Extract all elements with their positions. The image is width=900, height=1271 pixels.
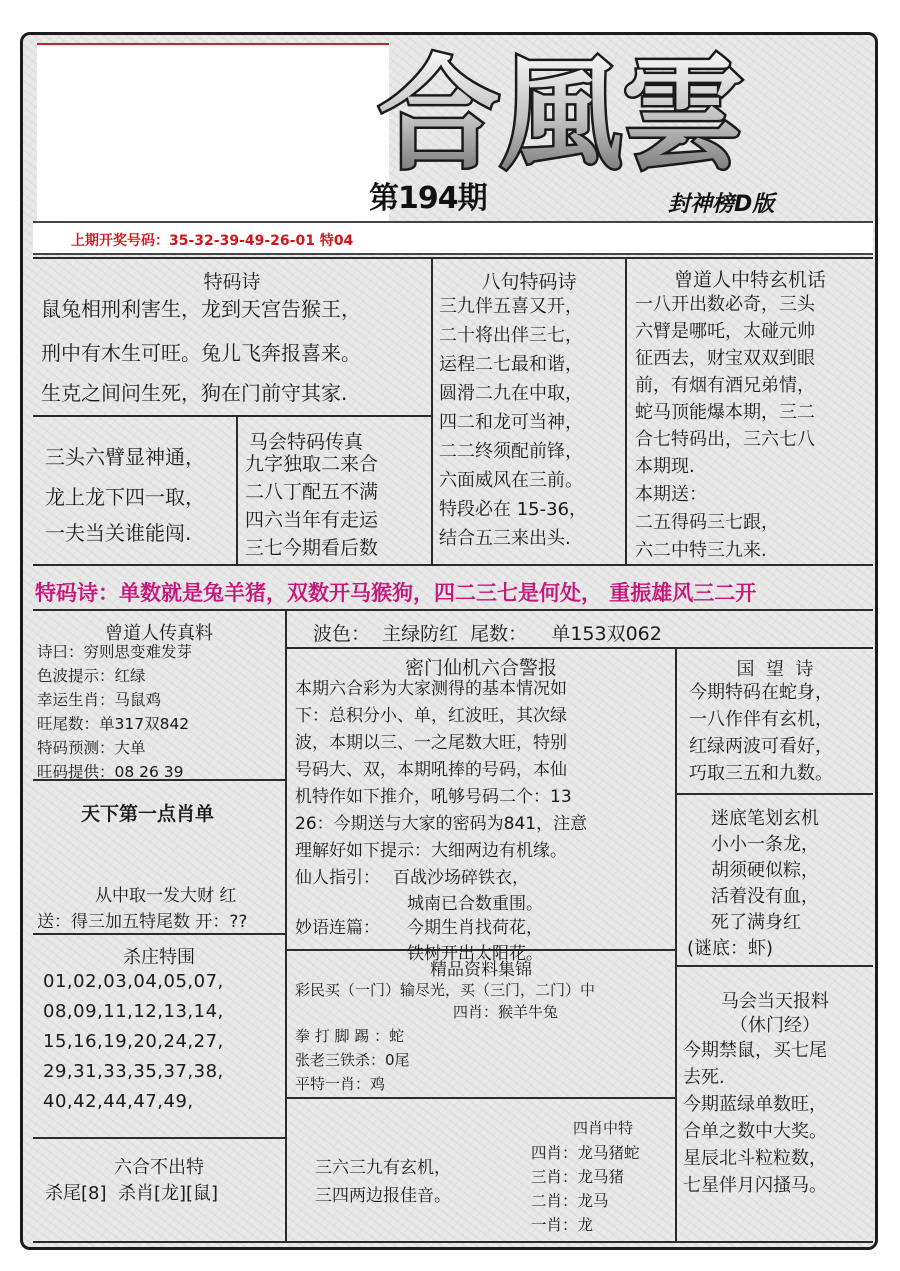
- poem3-line: 征西去，财宝双双到眼: [635, 348, 815, 369]
- mahui-line: 七星伴月闪搔马。: [683, 1175, 827, 1196]
- miaoyu-label: 妙语连篇：: [295, 918, 380, 938]
- riddle-line: 活着没有血，: [711, 886, 819, 907]
- sixiao-line: 一肖：龙: [531, 1216, 594, 1234]
- miaoyu-line: 今期生肖找荷花，: [407, 918, 543, 938]
- poem3-line: 一八开出数必奇，三头: [635, 294, 815, 315]
- mimen-line: 26：今期送与大家的密码为841，注意: [295, 814, 588, 834]
- mimen-line: 号码大、双，本期吼捧的号码，本仙: [295, 760, 567, 780]
- divider-line: [33, 933, 285, 935]
- mahui-line: 去死.: [683, 1067, 725, 1088]
- divider-line: [33, 257, 873, 259]
- shazhuang-line: 40,42,44,47,49,: [43, 1091, 194, 1112]
- poem1-title: 特码诗: [203, 271, 261, 293]
- divider-line: [33, 1241, 873, 1243]
- poem5-line: 四六当年有走运: [245, 509, 379, 531]
- poem1-line: 鼠兔相刑利害生，龙到天宫告猴王，: [41, 297, 361, 321]
- jingpin-line: 彩民买（一门）输尽光，买（三门，二门）中: [295, 981, 596, 999]
- riddle-answer: (谜底：虾): [687, 938, 774, 959]
- liuhe-title: 六合不出特: [114, 1157, 204, 1178]
- mimen-line: 本期六合彩为大家测得的基本情况如: [295, 679, 567, 699]
- poem5-line: 三七今期看后数: [245, 537, 379, 559]
- zeng-title: 曾道人传真料: [105, 623, 213, 644]
- guowang-line: 巧取三五和九数。: [689, 763, 833, 784]
- poem2-title: 八句特码诗: [481, 271, 577, 293]
- divider-line: [431, 257, 433, 564]
- divider-line: [677, 793, 873, 795]
- zeng-line: 色波提示：红绿: [37, 667, 146, 685]
- divider-line: [236, 415, 238, 564]
- poem2-line: 结合五三来出头.: [439, 528, 571, 549]
- sixiao-line: 四肖：龙马猪蛇: [531, 1144, 640, 1162]
- sixiao-title: 四肖中特: [573, 1119, 634, 1137]
- riddle-line: 死了满身红: [711, 912, 801, 933]
- edition-label: 封神榜D版: [668, 192, 775, 217]
- poem3-line: 本期送：: [635, 484, 707, 505]
- poem3-line: 前，有烟有酒兄弟情，: [635, 375, 815, 396]
- divider-line: [677, 965, 873, 967]
- poem5-title: 马会特码传真: [249, 431, 364, 453]
- tianxia-line: 从中取一发大财 红: [95, 886, 237, 906]
- xianren-line: 百战沙场碎铁衣，: [393, 868, 529, 888]
- xianren-line: 城南已合数重围。: [407, 894, 543, 914]
- mimen-line: 下：总积分小、单，红波旺，其次绿: [295, 706, 567, 726]
- zeng-line: 幸运生肖：马鼠鸡: [37, 691, 162, 709]
- poem4-line: 三头六臂显神通，: [45, 445, 205, 469]
- poem3-line: 蛇马顶能爆本期，三二: [635, 402, 815, 423]
- divider-line: [33, 415, 431, 417]
- poem2-line: 圆滑二九在中取，: [439, 383, 583, 404]
- mahui-line: 今期蓝绿单数旺，: [683, 1094, 827, 1115]
- mahui-line: 今期禁鼠，买七尾: [683, 1040, 827, 1061]
- poem2-line: 四二和龙可当神，: [439, 412, 583, 433]
- logo-text: 合風雲: [378, 42, 744, 186]
- newspaper-sheet: [20, 32, 878, 1250]
- shazhuang-line: 29,31,33,35,37,38,: [43, 1061, 224, 1082]
- masked-header-area: [37, 43, 389, 163]
- guowang-line: 一八作伴有玄机，: [689, 709, 833, 730]
- poem2-line: 六面威风在三前。: [439, 470, 583, 491]
- poem2-line: 运程二七最和谐，: [439, 354, 583, 375]
- logo: [368, 37, 788, 187]
- miaoyu-line: 铁树开出太阳花。: [407, 944, 543, 964]
- poem3-title: 曾道人中特玄机话: [673, 269, 826, 291]
- mahui-line: 星辰北斗粒粒数，: [683, 1148, 827, 1169]
- issue-number: 第194期: [369, 181, 487, 216]
- mimen-title: 密门仙机六合警报: [404, 657, 557, 679]
- divider-line: [287, 1097, 675, 1099]
- poem4-line: 龙上龙下四一取，: [45, 485, 205, 509]
- riddle-line: 胡须硬似粽，: [711, 860, 819, 881]
- zeng-line: 旺码提供：08 26 39: [37, 763, 184, 781]
- riddle-line: 小小一条龙，: [711, 834, 819, 855]
- jingpin-line: 平特一肖：鸡: [295, 1075, 386, 1093]
- xianren-label: 仙人指引：: [295, 868, 380, 888]
- poem3-line: 二五得码三七跟，: [635, 512, 779, 533]
- liuhe-line: 杀尾[8] 杀肖[龙][鼠]: [45, 1183, 219, 1204]
- divider-line: [33, 609, 873, 611]
- previous-result: 上期开奖号码：35-32-39-49-26-01 特04: [71, 233, 354, 249]
- poem3-line: 本期现.: [635, 456, 695, 477]
- color-tail-info: 波色： 主绿防红 尾数： 单153双062: [313, 623, 662, 645]
- poem1-line: 生克之间问生死，狗在门前守其家.: [41, 381, 348, 405]
- shazhuang-title: 杀庄特围: [123, 947, 195, 968]
- riddle-line: 迷底笔划玄机: [711, 808, 819, 829]
- sanliu-line: 三四两边报佳音。: [315, 1186, 451, 1206]
- jingpin-line: 拳 打 脚 踢 ：蛇: [295, 1027, 405, 1045]
- poem4-line: 一夫当关谁能闯.: [45, 521, 192, 545]
- mimen-line: 波，本期以三、一之尾数大旺，特别: [295, 733, 567, 753]
- sixiao-line: 二肖：龙马: [531, 1192, 609, 1210]
- mahui-line: 合单之数中大奖。: [683, 1121, 827, 1142]
- mahui-subtitle: （休门经）: [730, 1015, 820, 1036]
- guowang-line: 红绿两波可看好，: [689, 736, 833, 757]
- tianxia-line: 送：得三加五特尾数 开：??: [37, 912, 248, 932]
- divider-line: [33, 1137, 285, 1139]
- poem3-line: 合七特码出，三六七八: [635, 429, 815, 450]
- poem5-line: 二八丁配五不满: [245, 481, 379, 503]
- sixiao-line: 三肖：龙马猪: [531, 1168, 625, 1186]
- poem3-line: 六臂是哪吒，太碰元帅: [635, 321, 815, 342]
- divider-line: [285, 609, 287, 1241]
- zeng-line: 特码预测：大单: [37, 739, 146, 757]
- shazhuang-line: 15,16,19,20,24,27,: [43, 1031, 224, 1052]
- divider-line: [33, 564, 873, 566]
- poem2-line: 二十将出伴三七，: [439, 325, 583, 346]
- mimen-line: 理解好如下提示：大细两边有机缘。: [295, 841, 567, 861]
- tianxia-title: 天下第一点肖单: [81, 803, 215, 825]
- jingpin-title: 精品资料集锦: [430, 960, 532, 980]
- poem2-line: 三九伴五喜又开，: [439, 296, 583, 317]
- jingpin-line: 四肖：猴羊牛兔: [453, 1003, 559, 1021]
- shazhuang-line: 01,02,03,04,05,07,: [43, 971, 224, 992]
- guowang-title: 国 望 诗: [736, 659, 814, 680]
- banner-poem: 特码诗：单数就是兔羊猪，双数开马猴狗，四二三七是何处， 重振雄风三二开: [35, 581, 757, 605]
- mahui-title: 马会当天报料: [721, 991, 829, 1012]
- poem1-line: 刑中有木生可旺。兔儿飞奔报喜来。: [41, 341, 361, 365]
- poem5-line: 九字独取二来合: [245, 453, 379, 475]
- zeng-line: 旺尾数：单317双842: [37, 715, 190, 733]
- poem2-line: 二二终须配前锋，: [439, 441, 583, 462]
- divider-line: [625, 257, 627, 564]
- guowang-line: 今期特码在蛇身，: [689, 682, 833, 703]
- shazhuang-line: 08,09,11,12,13,14,: [43, 1001, 224, 1022]
- divider-line: [287, 647, 873, 649]
- jingpin-line: 张老三铁杀：0尾: [295, 1051, 410, 1069]
- zeng-line: 诗曰：穷则思变难发芽: [37, 643, 193, 661]
- poem2-line: 特段必在 15-36，: [439, 499, 588, 520]
- mimen-line: 机特作如下推介，吼够号码二个：13: [295, 787, 572, 807]
- sanliu-line: 三六三九有玄机，: [315, 1158, 451, 1178]
- masked-header-area-lower: [37, 163, 389, 221]
- poem3-line: 六二中特三九来.: [635, 540, 767, 561]
- divider-line: [675, 647, 677, 1241]
